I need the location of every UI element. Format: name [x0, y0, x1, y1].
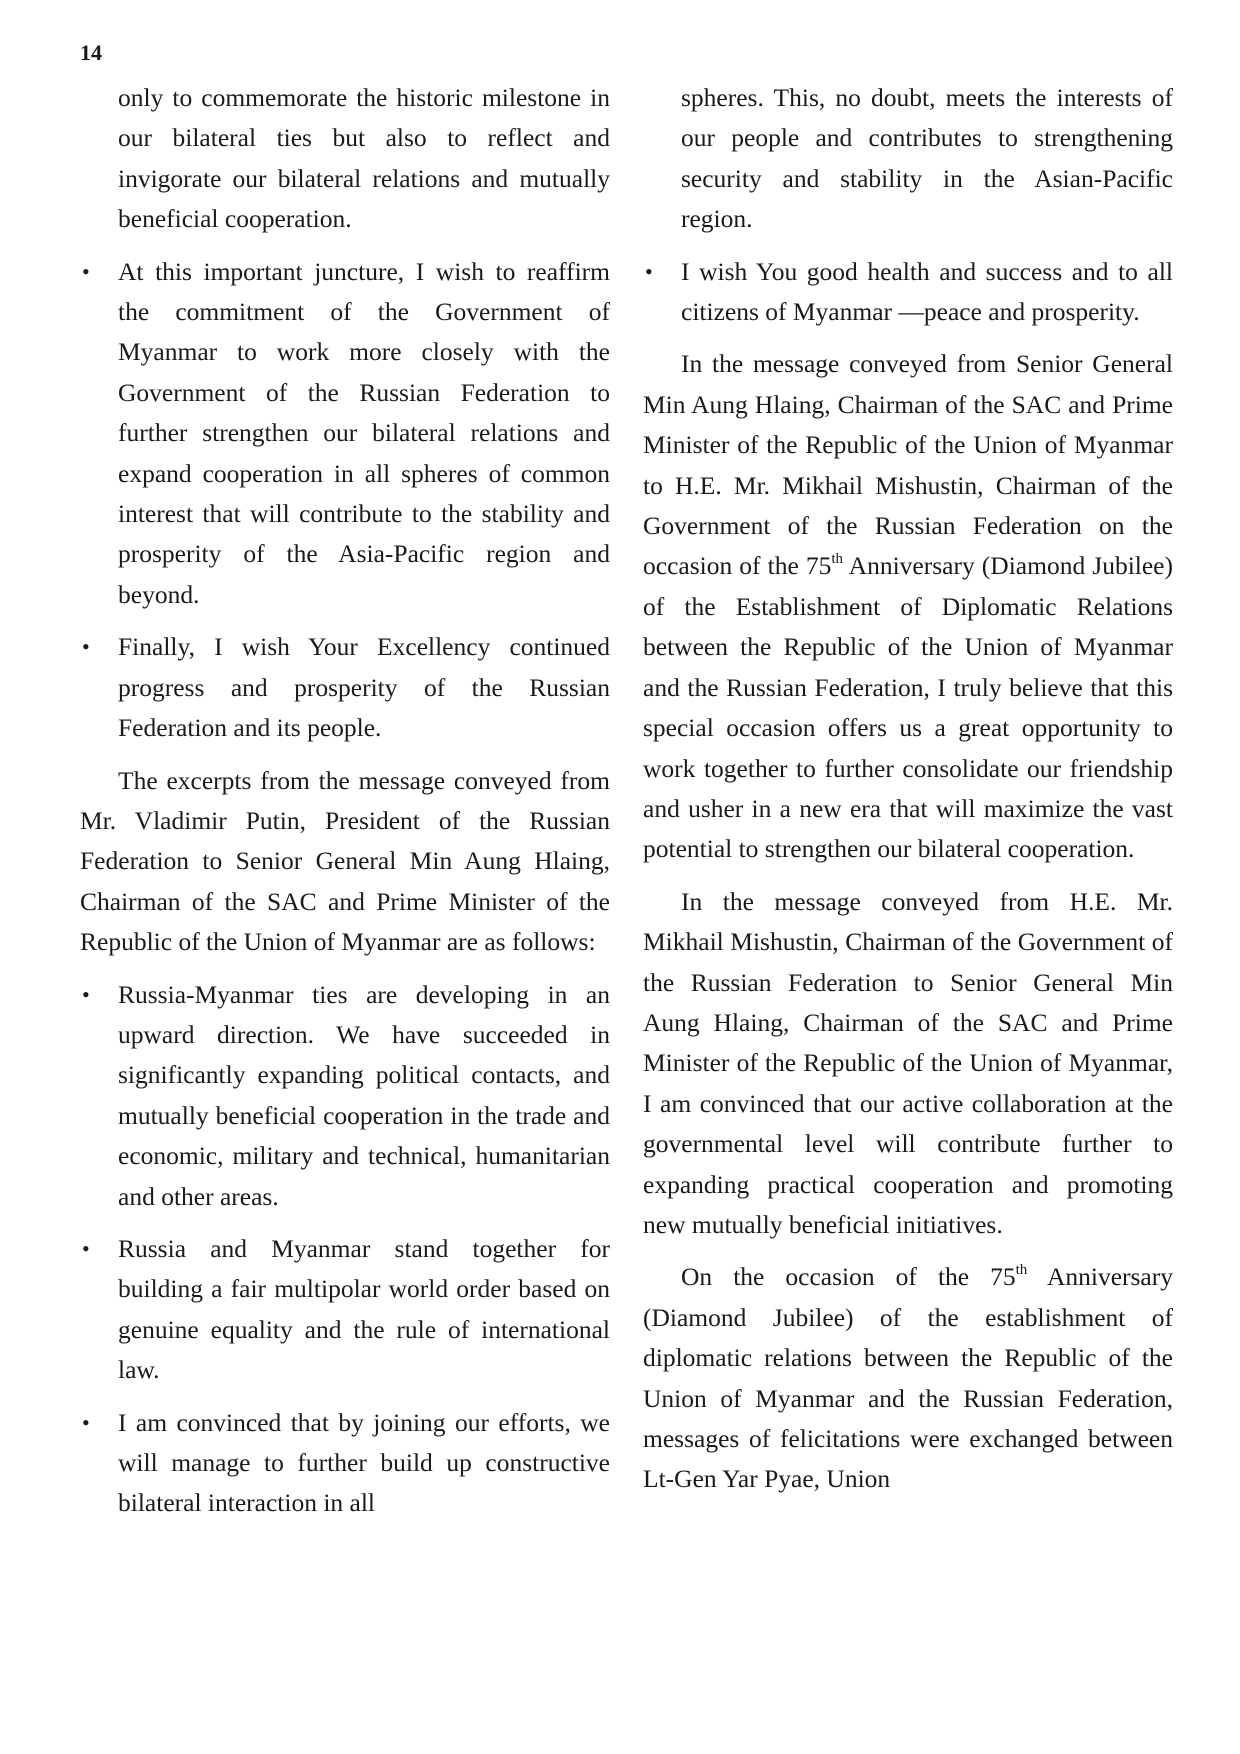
bullet-item [80, 1403, 610, 1524]
paragraph-text: Anniversary (Diamond Jubilee) of the Establishment of Diplomatic Relations between the Republic of the Union of Myanmar and the Russian Federation, I truly believe that this special occasion offers us a great opportunity to work together to further consolidate our friendship and usher in a new era that will maximize the vast potential to strengthen our bilateral cooperation. [643, 551, 1173, 864]
left-column [80, 78, 610, 1524]
bullet-text: Russia and Myanmar stand together for building a fair multipolar world order based on genuine equality and the rule of international law. [118, 1233, 610, 1385]
bullet-item [80, 975, 610, 1217]
bullet-text: Russia-Myanmar ties are developing in an upward direction. We have succeeded in significantly expanding political contacts, and mutually beneficial cooperation in the trade and economic, military and technical, humanitarian and other areas. [118, 979, 610, 1211]
bullet-item [80, 627, 610, 748]
page-number: 14 [80, 40, 102, 65]
paragraph-text: Anniversary (Diamond Jubilee) of the establishment of diplomatic relations between the Republic of the Union of Myanmar and the Russian Federation, messages of felicitations were exchanged between Lt-Gen Yar Pyae, Union [643, 1262, 1173, 1494]
bullet-icon: • [82, 258, 90, 284]
bullet-list [643, 252, 1173, 333]
bullet-item [80, 252, 610, 616]
bullet-icon: • [82, 1409, 90, 1435]
continued-paragraph: only to commemorate the historic milestone in our bilateral ties but also to reflect and invigorate our bilateral relations and mutually beneficial cooperation. [118, 83, 610, 234]
body-paragraph: The excerpts from the message conveyed from Mr. Vladimir Putin, President of the Russian Federation to Senior General Min Aung Hlaing, Chairman of the SAC and Prime Minister of the Republic of the Union of Myanmar are as follows: [80, 765, 610, 957]
bullet-icon: • [82, 634, 90, 660]
body-paragraph [643, 344, 1173, 869]
bullet-list [80, 975, 610, 1524]
ordinal-superscript: th [1015, 1262, 1028, 1279]
ordinal-superscript: th [831, 551, 844, 568]
bullet-text: At this important juncture, I wish to reaffirm the commitment of the Government of Myanmar to work more closely with the Government of the Russian Federation to further strengthen our bilateral relations and expand cooperation in all spheres of common interest that will contribute to the stability and prosperity of the Asia-Pacific region and beyond. [118, 256, 610, 609]
continued-paragraph: spheres. This, no doubt, meets the interests of our people and contributes to strengthening security and stability in the Asian-Pacific region. [681, 83, 1173, 234]
paragraph-text: In the message conveyed from Senior General Min Aung Hlaing, Chairman of the SAC and Prime Minister of the Republic of the Union of Myanmar to H.E. Mr. Mikhail Mishustin, Chairman of the Government of the Russian Federation on the occasion of the 75 [643, 349, 1173, 581]
body-paragraph [643, 1257, 1173, 1499]
bullet-icon: • [645, 258, 653, 284]
bullet-icon: • [82, 1235, 90, 1261]
bullet-list [80, 252, 610, 749]
bullet-text: I wish You good health and success and to all citizens of Myanmar —peace and prosperity. [681, 256, 1173, 327]
bullet-text: I am convinced that by joining our efforts, we will manage to further build up constructive bilateral interaction in all [118, 1407, 610, 1518]
bullet-item [643, 252, 1173, 333]
bullet-icon: • [82, 981, 90, 1007]
bullet-item [80, 1229, 610, 1391]
paragraph-text: On the occasion of the 75 [681, 1262, 1016, 1292]
right-column [643, 78, 1173, 1500]
bullet-text: Finally, I wish Your Excellency continued progress and prosperity of the Russian Federation and its people. [118, 632, 610, 743]
body-paragraph: In the message conveyed from H.E. Mr. Mikhail Mishustin, Chairman of the Government of the Russian Federation to Senior General Min Aung Hlaing, Chairman of the SAC and Prime Minister of the Republic of the Union of Myanmar, I am convinced that our active collaboration at the governmental level will contribute further to expanding practical cooperation and promoting new mutually beneficial initiatives. [643, 886, 1173, 1239]
